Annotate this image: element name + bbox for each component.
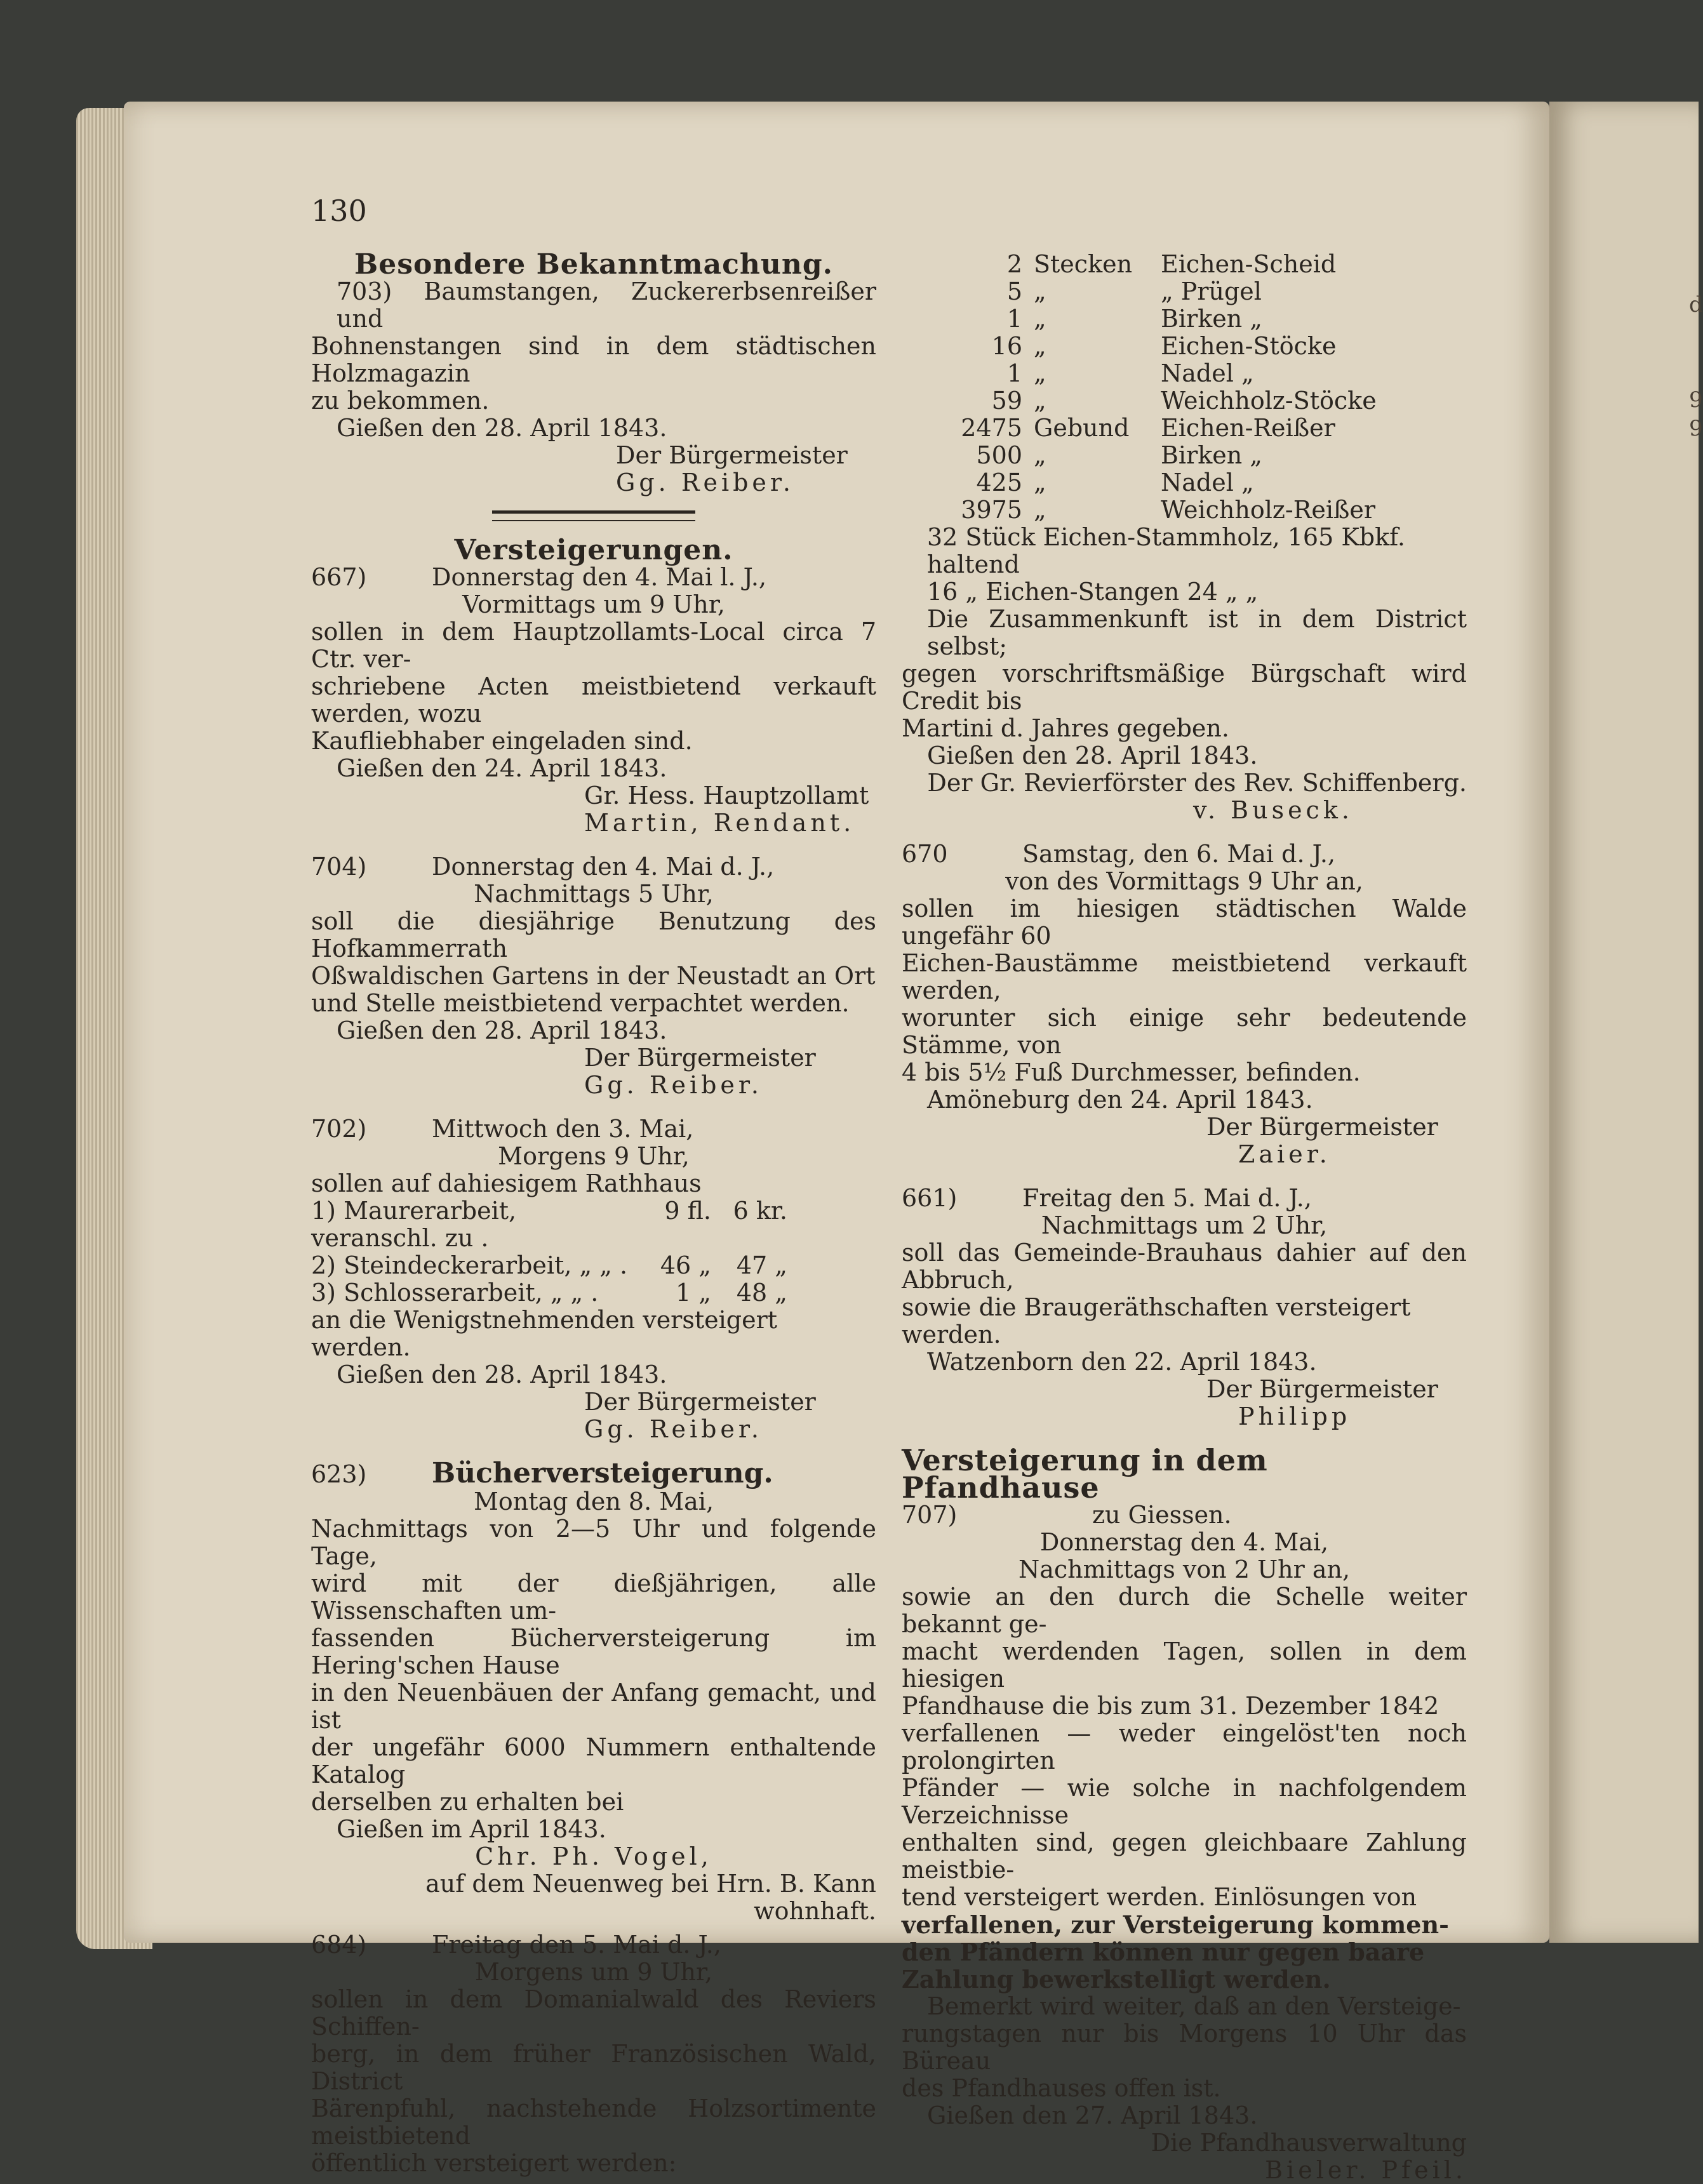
facing-page-fragment: d [1689, 292, 1703, 317]
text-line: sowie an den durch die Schelle weiter bekannt ge- [902, 1583, 1467, 1638]
notice-when: 702) Mittwoch den 3. Mai, [311, 1115, 694, 1143]
emphasis-line: den Pfändern können nur gegen baare [902, 1938, 1425, 1966]
wood-row: 2475 Gebund Eichen-Reißer [961, 414, 1335, 442]
text-line: soll die diesjährige Benutzung des Hofkammerrath [311, 907, 876, 962]
special-heading: Besondere Bekanntmachung. [354, 248, 833, 281]
notice-date: Gießen den 28. April 1843. [927, 742, 1258, 769]
text-line: macht werdenden Tagen, sollen in dem hiesigen [902, 1637, 1467, 1693]
cost-row: 3) Schlosserarbeit, „ „ . 1 „ 48 „ [311, 1279, 787, 1307]
wood-row: 5 „ „ Prügel [1006, 277, 1262, 305]
text-line: 16 „ Eichen-Stangen 24 „ „ [927, 578, 1259, 606]
signature-name: Gg. Reiber. [616, 469, 794, 496]
wood-row: 1 „ Birken „ [1006, 305, 1262, 333]
wood-row: 59 „ Weichholz-Stöcke [991, 387, 1377, 415]
text-line: Pfänder — wie solche in nachfolgendem Verzeichnisse [902, 1774, 1467, 1829]
notice-when: 704) Donnerstag den 4. Mai d. J., [311, 853, 775, 881]
text-line: Nachmittags von 2—5 Uhr und folgende Tage, [311, 1515, 876, 1570]
text-line: rungstagen nur bis Morgens 10 Uhr das Büreau [902, 2020, 1467, 2075]
notice-when [311, 1457, 876, 1489]
text-line: sowie die Braugeräthschaften versteigert werden. [902, 1293, 1411, 1348]
text-line: Bemerkt wird weiter, daß an den Versteige- [927, 1992, 1461, 2020]
notice-number: 623) [311, 1460, 367, 1488]
signature-title: Der Bürgermeister [1206, 1375, 1438, 1403]
text-line: worunter sich einige sehr bedeutende Stämme, von [902, 1004, 1467, 1059]
notice-date: Gießen den 28. April 1843. [337, 1361, 667, 1388]
wood-row: 1 „ Nadel „ [1006, 359, 1254, 387]
text-line: öffentlich versteigert werden: [311, 2149, 677, 2177]
wood-row: 500 „ Birken „ [976, 441, 1262, 469]
signature-name: Gg. Reiber. [584, 1415, 763, 1443]
signature-name: Philipp [1238, 1402, 1351, 1430]
text-line: an die Wenigstnehmenden versteigert werden. [311, 1306, 778, 1361]
text-line: sollen im hiesigen städtischen Walde ungefähr 60 [902, 895, 1467, 950]
pawnshop-heading: Versteigerung in dem Pfandhause [902, 1443, 1268, 1505]
notice-date: Gießen den 28. April 1843. [337, 414, 667, 442]
signature-name: Gg. Reiber. [584, 1071, 763, 1099]
notice-date: Gießen im April 1843. [337, 1815, 606, 1843]
wood-row: 16 „ Eichen-Stöcke [991, 332, 1337, 360]
signature-name: Zaier. [1238, 1140, 1331, 1168]
signature-name: Chr. Ph. Vogel, [475, 1842, 712, 1870]
signature-title: Gr. Hess. Hauptzollamt [584, 782, 869, 809]
text-line: wird mit der dießjährigen, alle Wissenschaften um- [311, 1569, 876, 1625]
text-line: derselben zu erhalten bei [311, 1788, 624, 1816]
notice-date: Watzenborn den 22. April 1843. [927, 1348, 1317, 1376]
notice-number: 661) [902, 1184, 958, 1212]
text-line: berg, in dem früher Französischen Wald, District [311, 2040, 876, 2095]
text-line: Martini d. Jahres gegeben. [902, 714, 1229, 742]
auctions-heading: Versteigerungen. [454, 534, 733, 566]
notice-time: Morgens 9 Uhr, [498, 1142, 690, 1170]
notice-time: Donnerstag den 4. Mai, [1039, 1528, 1329, 1556]
notice-time: von des Vormittags 9 Uhr an, [1005, 867, 1363, 895]
signature-address: auf dem Neuenweg bei Hrn. B. Kann wohnhaft. [425, 1870, 876, 1925]
text-line: der ungefähr 6000 Nummern enthaltende Katalog [311, 1733, 876, 1788]
page-number: 130 [311, 194, 367, 228]
text-line: in den Neuenbäuen der Anfang gemacht, und ist [311, 1679, 876, 1734]
notice-when: 661) Freitag den 5. Mai d. J., [902, 1184, 1312, 1212]
notice-time: Montag den 8. Mai, [473, 1488, 714, 1515]
text-line: sollen auf dahiesigem Rathhaus [311, 1169, 702, 1197]
notice-time: Nachmittags 5 Uhr, [474, 880, 714, 908]
text-line: soll das Gemeinde-Brauhaus dahier auf den Abbruch, [902, 1239, 1467, 1294]
text-line: sollen in dem Hauptzollamts-Local circa 7 Ctr. ver- [311, 618, 876, 673]
notice-time: Nachmittags um 2 Uhr, [1041, 1211, 1328, 1239]
text-line: Pfandhause die bis zum 31. Dezember 1842 [902, 1692, 1439, 1720]
wood-row: 3975 „ Weichholz-Reißer [961, 496, 1376, 524]
cost-row: 1) Maurerarbeit, veranschl. zu . 9 fl. 6 kr. [311, 1197, 787, 1252]
wood-row: 2 Stecken Eichen-Scheid [1006, 250, 1337, 278]
wood-list [902, 251, 1467, 524]
signature-title: Der Gr. Revierförster des Rev. Schiffenberg. [927, 769, 1467, 797]
notice-when: 707) zu Giessen. [902, 1501, 1232, 1529]
wood-row: 425 „ Nadel „ [976, 469, 1254, 496]
text-line: schriebene Acten meistbietend verkauft werden, wozu [311, 672, 876, 728]
signature-name: Martin, Rendant. [584, 809, 855, 837]
text-line: Die Zusammenkunft ist in dem District selbst; [927, 605, 1467, 660]
notice-date: Amöneburg den 24. April 1843. [927, 1086, 1313, 1114]
notice-number: 684) [311, 1931, 367, 1959]
text-line: und Stelle meistbietend verpachtet werden. [311, 989, 850, 1017]
notice-time: Vormittags um 9 Uhr, [462, 590, 725, 618]
notice-number: 702) [311, 1115, 367, 1143]
notice-when: 667) Donnerstag den 4. Mai l. J., [311, 563, 767, 591]
notice-time: Nachmittags von 2 Uhr an, [1018, 1555, 1351, 1583]
text-line: 32 Stück Eichen-Stammholz, 165 Kbkf. haltend [927, 523, 1405, 578]
signature-title: Die Pfandhausverwaltung [1151, 2129, 1467, 2157]
signature-title: Der Bürgermeister [616, 441, 848, 469]
notice-number: 707) [902, 1501, 958, 1529]
emphasis-line: verfallenen, zur Versteigerung kommen- [902, 1910, 1449, 1939]
signature-title: Der Bürgermeister [584, 1388, 816, 1416]
signature-name: Bieler. Pfeil. [1265, 2156, 1467, 2184]
text-line: zu bekommen. [311, 387, 490, 415]
notice-time: Morgens um 9 Uhr, [474, 1958, 713, 1986]
text-line: des Pfandhauses offen ist. [902, 2074, 1221, 2102]
notice-date: Gießen den 28. April 1843. [337, 1016, 667, 1044]
notice-date: Gießen den 24. April 1843. [337, 754, 667, 782]
notice-number: 670 [902, 840, 948, 868]
left-column [311, 248, 876, 2177]
text-line: 703) Baumstangen, Zuckererbsenreißer und [337, 277, 876, 333]
text-line: Bohnenstangen sind in dem städtischen Holzmagazin [311, 332, 876, 387]
text-line: tend versteigert werden. Einlösungen von [902, 1883, 1417, 1911]
notice-when: 684) Freitag den 5. Mai d. J., [311, 1931, 721, 1959]
notice-date: Gießen den 27. April 1843. [927, 2101, 1258, 2129]
signature-title: Der Bürgermeister [584, 1044, 816, 1072]
text-line: verfallenen — weder eingelöst'ten noch prolongirten [902, 1719, 1467, 1774]
emphasis-line: Zahlung bewerkstelligt werden. [902, 1965, 1331, 1994]
text-line: Kaufliebhaber eingeladen sind. [311, 727, 693, 755]
facing-page-fragment: 9 [1689, 416, 1703, 441]
text-line: enthalten sind, gegen gleichbaare Zahlung meistbie- [902, 1828, 1467, 1884]
text-line: Eichen-Baustämme meistbietend verkauft werden, [902, 949, 1467, 1004]
facing-page-fragment: 9 [1689, 387, 1703, 413]
signature-title: Der Bürgermeister [1206, 1113, 1438, 1141]
notice-number: 667) [311, 563, 367, 591]
text-line: 4 bis 5½ Fuß Durchmesser, befinden. [902, 1058, 1361, 1086]
text-line: gegen vorschriftsmäßige Bürgschaft wird Credit bis [902, 660, 1467, 715]
text-line: fassenden Bücherversteigerung im Hering'schen Hause [311, 1624, 876, 1679]
right-column [902, 251, 1467, 2184]
notice-when: 670 Samstag, den 6. Mai d. J., [902, 840, 1336, 868]
text-line: Bärenpfuhl, nachstehende Holzsortimente meistbietend [311, 2094, 876, 2150]
section-divider [492, 510, 695, 521]
text-line: Oßwaldischen Gartens in der Neustadt an Ort [311, 962, 876, 990]
text-line: sollen in dem Domanialwald des Reviers Schiffen- [311, 1985, 876, 2041]
facing-page [1549, 102, 1703, 1943]
cost-row: 2) Steindeckerarbeit, „ „ . 46 „ 47 „ [311, 1251, 787, 1279]
signature-name: v. Buseck. [1193, 796, 1353, 824]
notice-number: 704) [311, 853, 367, 881]
book-auction-heading: Bücherversteigerung. [432, 1457, 773, 1489]
